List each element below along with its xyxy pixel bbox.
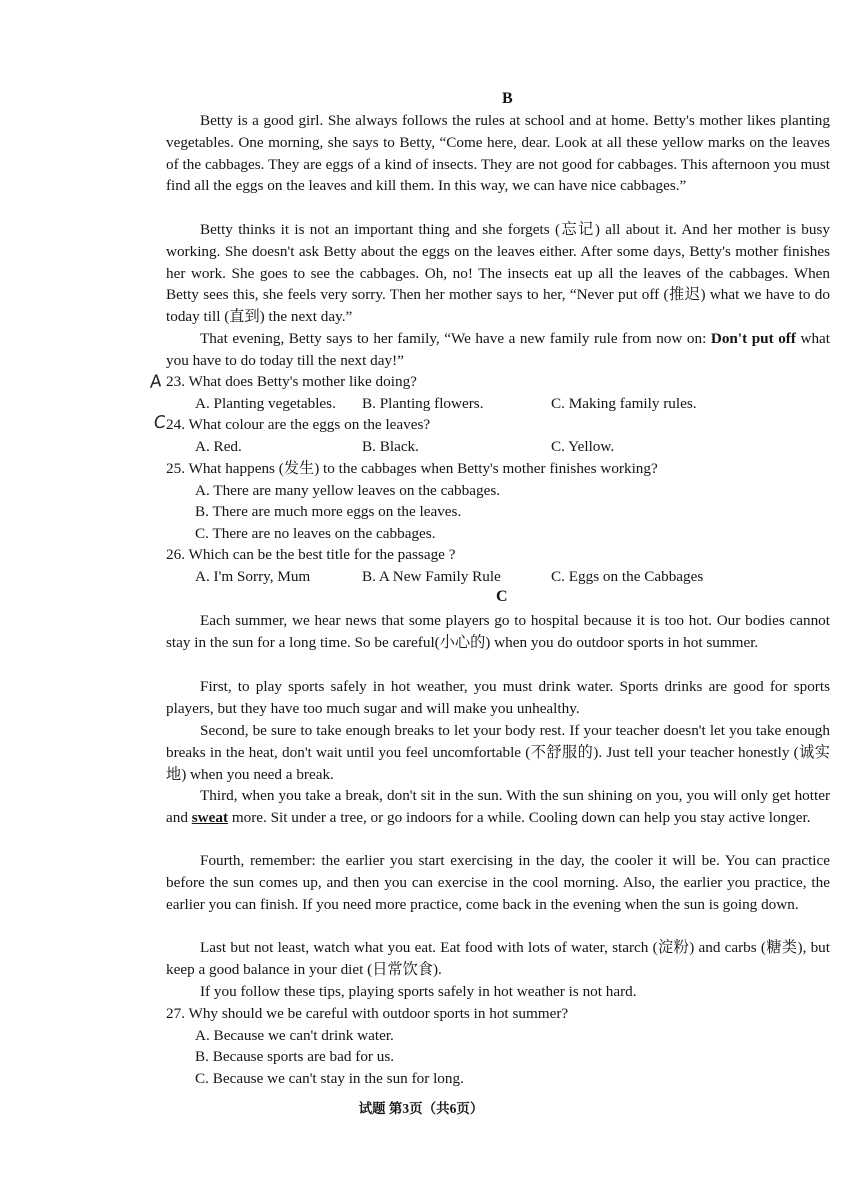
section-c-heading: C <box>496 588 508 605</box>
passage-c-paragraph-4 <box>166 785 830 829</box>
question-24-option-a: A. Red. <box>195 438 242 455</box>
passage-b-paragraph-1 <box>166 110 830 197</box>
passage-c-p2-text: First, to play sports safely in hot weather, you must drink water. Sports drinks are good for sports players, but they have too much sugar and will make you unhealthy. <box>166 678 830 717</box>
passage-c-paragraph-2 <box>166 676 830 720</box>
passage-b-paragraph-3 <box>166 328 830 372</box>
question-24-option-c: C. Yellow. <box>551 438 615 455</box>
passage-c-p7-text: If you follow these tips, playing sports safely in hot weather is not hard. <box>200 983 637 1000</box>
passage-b-p3-a: That evening, Betty says to her family, “We have a new family rule from now on: <box>200 330 711 347</box>
question-24: 24. What colour are the eggs on the leaves? <box>166 416 431 433</box>
question-26-option-a: A. I'm Sorry, Mum <box>195 568 311 585</box>
question-25-option-c: C. There are no leaves on the cabbages. <box>195 525 436 542</box>
passage-c-p4 <box>166 785 830 829</box>
passage-c-paragraph-1 <box>166 610 830 654</box>
question-25: 25. What happens (发生) to the cabbages when Betty's mother finishes working? <box>166 460 658 477</box>
passage-c-p4-b: more. Sit under a tree, or go indoors for a while. Cooling down can help you stay active longer. <box>228 808 811 826</box>
question-26: 26. Which can be the best title for the passage ? <box>166 546 456 563</box>
question-23: 23. What does Betty's mother like doing? <box>166 373 417 390</box>
handwritten-answer-23: A <box>148 371 163 393</box>
question-26-option-b: B. A New Family Rule <box>362 568 501 585</box>
passage-c-p5-text: Fourth, remember: the earlier you start exercising in the day, the cooler it will be. You can practice before the sun comes up, and then you can exercise in the cool morning. Also, the earlier you practice, the earlier you can finish. If you need more practice, come back in the evening when the sun is going down. <box>166 852 830 913</box>
section-b-heading: B <box>502 90 513 107</box>
passage-b-paragraph-2 <box>166 219 830 328</box>
page-footer: 试题 第3页（共6页） <box>358 1101 484 1116</box>
question-25-option-b: B. There are much more eggs on the leaves. <box>195 503 462 520</box>
passage-b-p3-c: what you have to do today till the next day!” <box>166 330 830 369</box>
passage-c-paragraph-5 <box>166 850 830 915</box>
question-24-option-b: B. Black. <box>362 438 419 455</box>
question-23-option-b: B. Planting flowers. <box>362 395 484 412</box>
question-27-option-b: B. Because sports are bad for us. <box>195 1048 395 1065</box>
passage-c-paragraph-7 <box>166 981 830 1003</box>
question-27-option-c: C. Because we can't stay in the sun for long. <box>195 1070 464 1087</box>
question-25-option-a: A. There are many yellow leaves on the cabbages. <box>195 482 501 499</box>
passage-c-p1-text: Each summer, we hear news that some players go to hospital because it is too hot. Our bodies cannot stay in the sun for a long time. So be careful(小心的) when you do outdoor sports in hot summer. <box>166 612 830 651</box>
passage-b-p2-text: Betty thinks it is not an important thing and she forgets (忘记) all about it. And her mother is busy working. She doesn't ask Betty about the eggs on the leaves either. After some days, Betty's mother finishes her work. She goes to see the cabbages. Oh, no! The insects eat up all the leaves of the cabbages. When Betty sees this, she feels very sorry. Then her mother says to her, “Never put off (推迟) what we have to do today till (直到) the next day.” <box>166 221 830 326</box>
passage-b-p1-text: Betty is a good girl. She always follows the rules at school and at home. Betty's mother likes planting vegetables. One morning, she says to Betty, “Come here, dear. Look at all these yellow marks on the leaves of the cabbages. They are eggs of a kind of insects. They are not good for cabbages. This afternoon you must find all the eggs on the leaves and kill them. In this way, we can have nice cabbages.” <box>166 112 830 195</box>
passage-b-p3-bold: Don't put off <box>710 330 796 347</box>
passage-c-paragraph-6 <box>166 937 830 981</box>
underlined-word-sweat: sweat <box>191 808 229 826</box>
passage-c-p6-text: Last but not least, watch what you eat. Eat food with lots of water, starch (淀粉) and carbs (糖类), but keep a good balance in your diet (日常饮食). <box>166 939 830 978</box>
handwritten-answer-24: C <box>152 412 168 434</box>
passage-c-paragraph-3 <box>166 720 830 785</box>
question-27-option-a: A. Because we can't drink water. <box>195 1027 394 1044</box>
passage-b-p3 <box>166 328 830 372</box>
question-23-option-a: A. Planting vegetables. <box>195 395 336 412</box>
question-26-option-c: C. Eggs on the Cabbages <box>551 568 704 585</box>
question-23-option-c: C. Making family rules. <box>551 395 697 412</box>
passage-c-p4-a: Third, when you take a break, don't sit in the sun. With the sun shining on you, you will only get hotter and <box>166 787 830 826</box>
passage-c-p3-text: Second, be sure to take enough breaks to let your body rest. If your teacher doesn't let you take enough breaks in the heat, don't wait until you feel uncomfortable (不舒服的). Just tell your teacher honestly (诚实地) when you need a break. <box>166 722 830 783</box>
question-27: 27. Why should we be careful with outdoor sports in hot summer? <box>166 1005 569 1022</box>
